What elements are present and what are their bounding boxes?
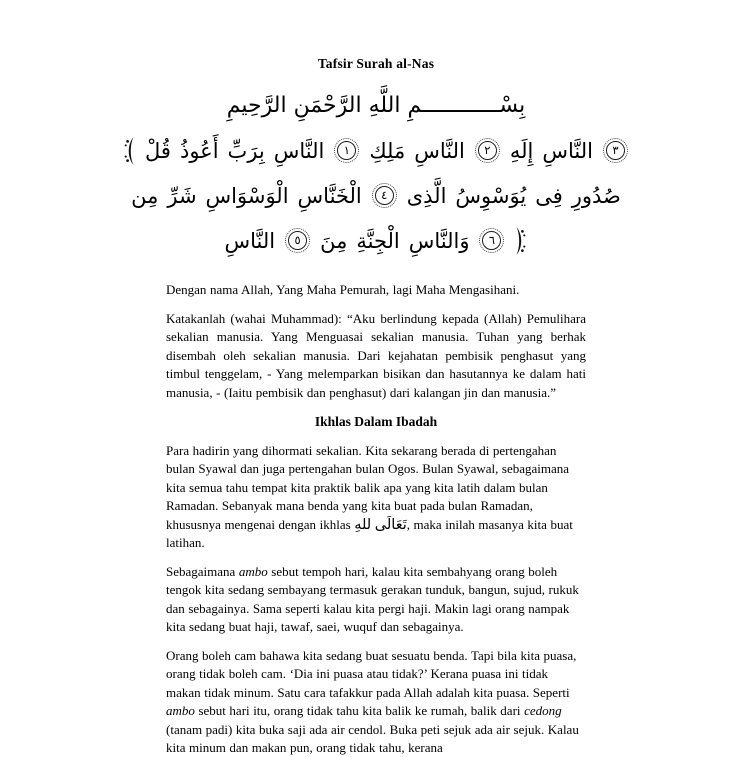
ayah-number-medallion: ٤ bbox=[375, 186, 394, 205]
text-run: , maka inilah masanya kita buat latihan. bbox=[166, 516, 573, 550]
text-run: (tanam padi) kita buka saji ada air cendol. Buka peti sejuk ada air sejuk. Kalau kita minum dan makan pun, orang tidak tahu, kerana bbox=[166, 721, 579, 756]
sermon-puasa bbox=[166, 647, 586, 757]
italic-dialect-word: cedong bbox=[524, 703, 562, 719]
text-run: sebut tempoh hari, kalau kita sembahyang orang boleh tengok kita sedang sembayang termasuk gerakan tunduk, bangun, sujud, rukuk dan sebagainya. Sama seperti kalau kita pergi haji. Makin lagi orang nampak kita sedang buat haji, tawaf, saei, wuquf dan sebagainya. bbox=[166, 563, 579, 635]
quran-word: النَّاسِ bbox=[224, 228, 276, 253]
quran-word: مِنَ bbox=[320, 228, 348, 253]
ayah-number-medallion: ١ bbox=[337, 141, 356, 160]
quran-verse-line bbox=[131, 173, 621, 218]
text-run: Dengan nama Allah, Yang Maha Pemurah, lagi Maha Mengasihani. bbox=[166, 282, 520, 297]
quran-word: الْوَسْوَاسِ bbox=[205, 183, 289, 208]
ayah-number-medallion: ٦ bbox=[482, 231, 501, 250]
section-heading: Ikhlas Dalam Ibadah bbox=[314, 413, 438, 429]
surah-translation bbox=[166, 310, 586, 402]
quran-word: فِى bbox=[535, 183, 563, 208]
quran-verse-line bbox=[145, 128, 619, 173]
sermon-solat-haji bbox=[166, 563, 586, 637]
quran-word: مِن bbox=[131, 183, 159, 208]
quran-word: الْجِنَّةِ bbox=[356, 228, 400, 253]
quran-word: النَّاسِ bbox=[273, 138, 325, 163]
text-run: Orang boleh cam bahawa kita sedang buat sesuatu benda. Tapi bila kita puasa, orang tidak boleh cam. ‘Dia ini puasa atau tidak?’ Kerana puasa ini tidak makan tidak minum. Satu cara tafakkur pada Allah adalah kita puasa. Seperti bbox=[166, 648, 577, 700]
document-body bbox=[166, 281, 586, 757]
quran-word: شَرِّ bbox=[167, 183, 197, 208]
quran-word: وَالنَّاسِ bbox=[408, 228, 470, 253]
quran-word: يُوَسْوِسُ bbox=[455, 183, 527, 208]
quran-word: إِلَهِ bbox=[509, 138, 534, 163]
ornate-bracket-open-icon bbox=[123, 136, 136, 166]
ayah-number-medallion: ٥ bbox=[288, 231, 307, 250]
italic-dialect-word: ambo bbox=[238, 563, 268, 579]
quran-word: النَّاسِ bbox=[542, 138, 593, 163]
text-run: Para hadirin yang dihormati sekalian. Kita sekarang berada di pertengahan bulan Syawal dan juga pertengahan bulan Ogos. Bulan Syawal, sebagaimana kita semua tahu tempat kita praktik balik apa yang kita latih dalam bulan Ramadan. Sebanyak mana benda yang kita buat pada bulan Ramadan, khususnya mengenai dengan ikhlas bbox=[166, 442, 570, 532]
bismillah-calligraphy: بِسْــــــــــــمِ اللَّهِ الرَّحْمَنِ الرَّحِيمِ bbox=[226, 93, 526, 118]
quran-word: النَّاسِ bbox=[414, 138, 465, 163]
quran-word: الْخَنَّاسِ bbox=[297, 183, 362, 208]
document-title: Tafsir Surah al-Nas bbox=[317, 56, 435, 71]
italic-dialect-word: ambo bbox=[166, 703, 195, 719]
ornate-bracket-close-icon bbox=[514, 226, 527, 256]
text-run: Katakanlah (wahai Muhammad): “Aku berlindung kepada (Allah) Pemulihara sekalian manusia. Yang Menguasai sekalian manusia. Tuhan yang berhak disembah oleh sekalian manusia. Dari kejahatan pembisik penghasut yang timbul tenggelam, - Yang melemparkan bisikan dan hasutannya ke dalam hati manusia, - (Iaitu pembisik dan penghasut) dari kalangan jin dan manusia.” bbox=[166, 310, 586, 400]
inline-arabic-phrase: للهِ bbox=[354, 516, 372, 533]
inline-arabic-phrase: تَعَالَى bbox=[374, 516, 407, 533]
quran-verse-line bbox=[166, 218, 586, 263]
quran-word: بِرَبِّ bbox=[227, 138, 265, 163]
quran-word: قُلْ bbox=[145, 138, 171, 163]
quran-word: أَعُوذُ bbox=[179, 138, 219, 163]
sermon-intro bbox=[166, 442, 586, 552]
bismillah-translation bbox=[166, 281, 586, 299]
quran-word: الَّذِى bbox=[406, 183, 447, 208]
text-run: sebut hari itu, orang tidak tahu kita balik ke rumah, balik dari bbox=[194, 703, 525, 719]
quran-word: صُدُورِ bbox=[571, 183, 621, 208]
ayah-number-medallion: ٣ bbox=[606, 141, 625, 160]
quran-verses-block bbox=[131, 128, 621, 263]
ayah-number-medallion: ٢ bbox=[478, 141, 497, 160]
quran-word: مَلِكِ bbox=[369, 138, 406, 163]
text-run: Sebagaimana bbox=[166, 563, 239, 579]
